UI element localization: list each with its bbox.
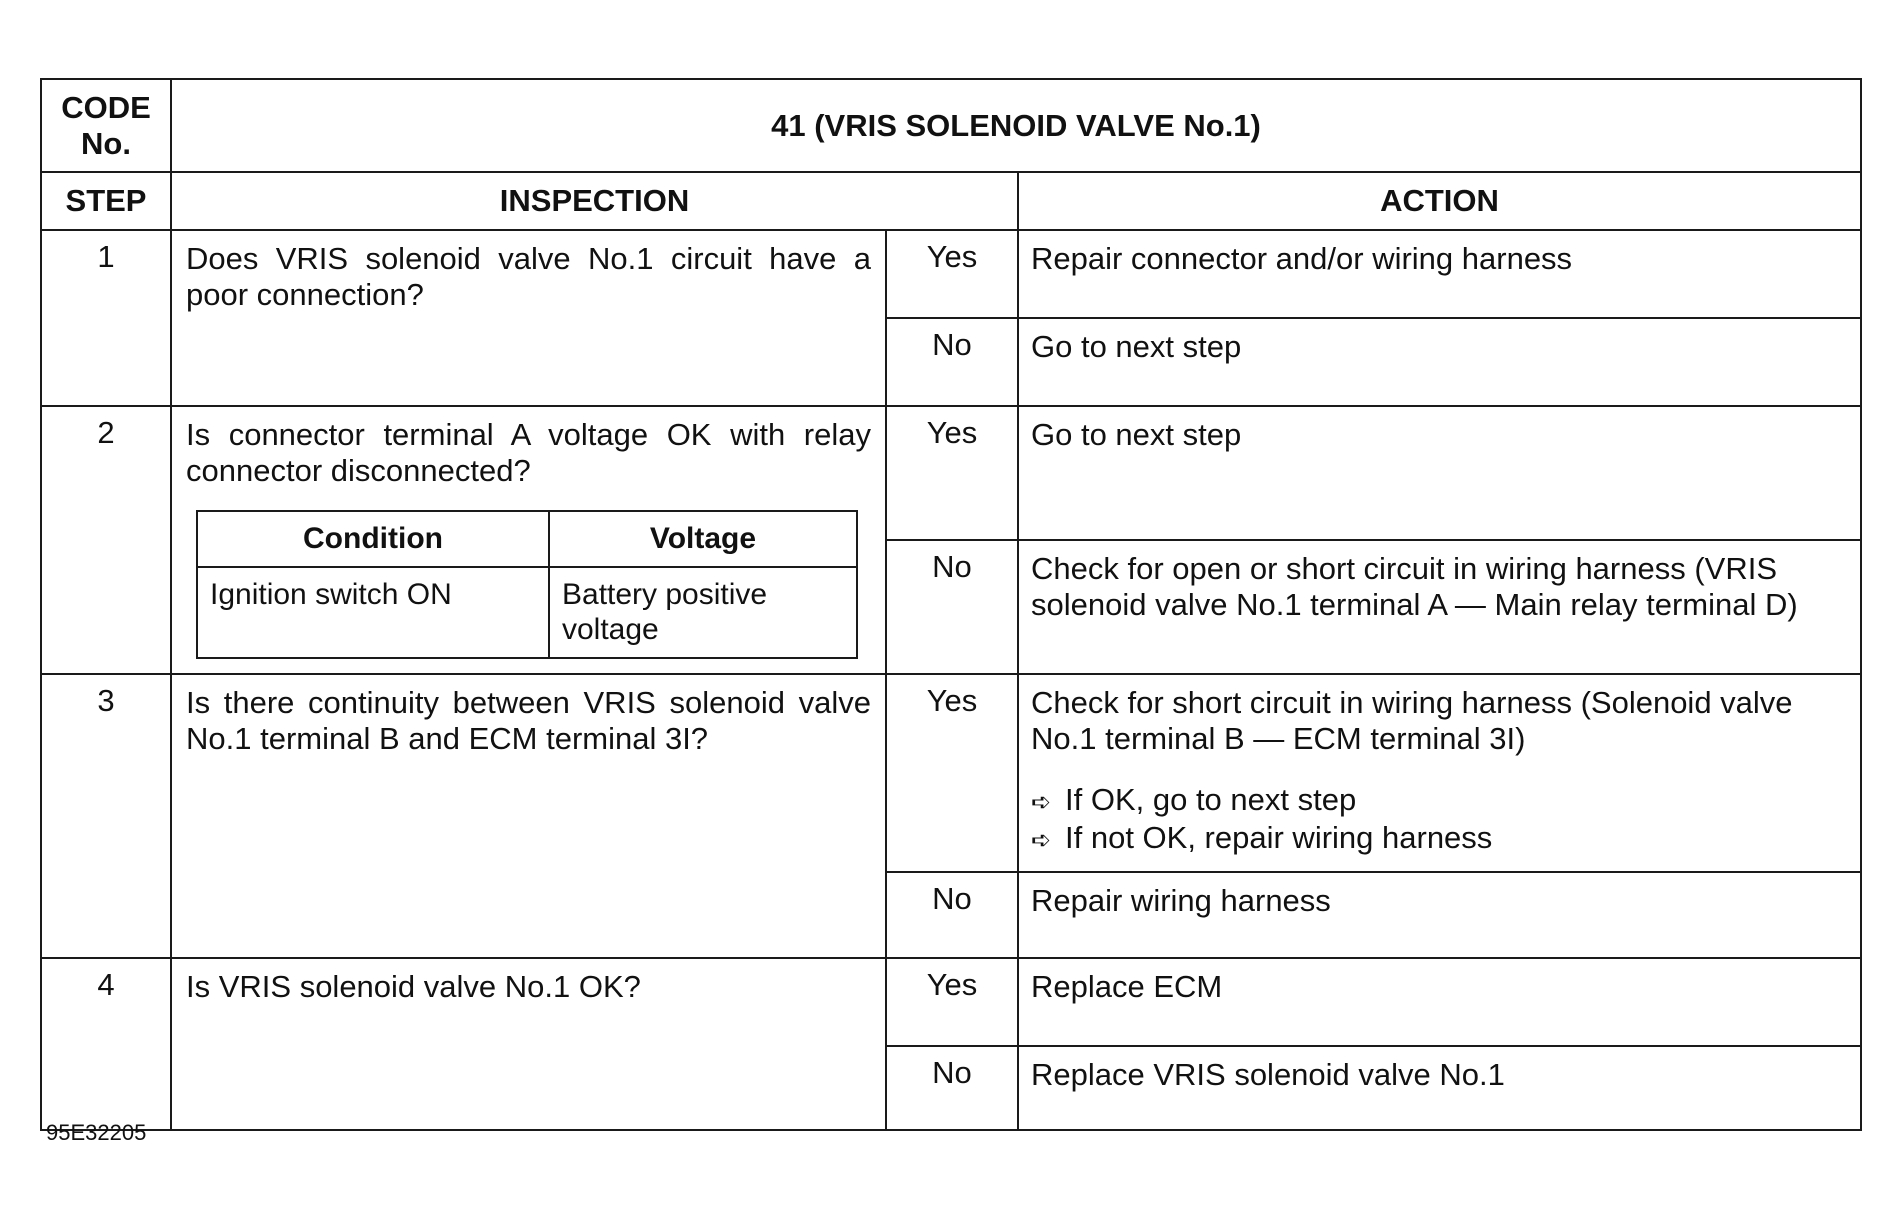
step-1-question: Does VRIS solenoid valve No.1 circuit have a poor connection?: [171, 230, 886, 406]
step-3-yes-row: [41, 674, 1861, 872]
column-header-row: [41, 172, 1861, 230]
step-3-question: Is there continuity between VRIS solenoid valve No.1 terminal B and ECM terminal 3I?: [171, 674, 886, 958]
step-header: STEP: [41, 172, 171, 230]
step-1-no-label: No: [886, 318, 1018, 406]
step-2-yes-label: Yes: [886, 406, 1018, 540]
step-4-no-label: No: [886, 1046, 1018, 1130]
arrow-icon: ➪: [1031, 789, 1052, 817]
step-2-question: Is connector terminal A voltage OK with relay connector disconnected?: [186, 416, 871, 488]
action-header: ACTION: [1018, 172, 1861, 230]
voltage-header: Voltage: [549, 511, 857, 567]
voltage-value: Battery positive voltage: [549, 567, 857, 658]
step-3-yes-label: Yes: [886, 674, 1018, 872]
condition-value: Ignition switch ON: [197, 567, 549, 658]
step-2-no-label: No: [886, 540, 1018, 674]
step-4-number: 4: [41, 958, 171, 1130]
diagnostic-table: [40, 78, 1862, 1131]
step-2-inspection-cell: [171, 406, 886, 674]
step-3-bullet-1: [1031, 782, 1848, 818]
step-1-number: 1: [41, 230, 171, 406]
code-title: 41 (VRIS SOLENOID VALVE No.1): [171, 79, 1861, 172]
step-4-question: Is VRIS solenoid valve No.1 OK?: [171, 958, 886, 1130]
step-3-bullet-2: [1031, 820, 1848, 856]
step-3-no-label: No: [886, 872, 1018, 958]
code-row: [41, 79, 1861, 172]
step-1-no-action: Go to next step: [1018, 318, 1861, 406]
step-2-no-action: Check for open or short circuit in wiring harness (VRIS solenoid valve No.1 terminal A — Main relay terminal D): [1018, 540, 1861, 674]
step-3-bullet-2-text: If not OK, repair wiring harness: [1065, 819, 1493, 855]
step-3-yes-cell: [1018, 674, 1861, 872]
step-2-yes-row: [41, 406, 1861, 540]
step-1-yes-label: Yes: [886, 230, 1018, 318]
step-1-yes-action: Repair connector and/or wiring harness: [1018, 230, 1861, 318]
step-4-yes-row: [41, 958, 1861, 1046]
step-3-no-action: Repair wiring harness: [1018, 872, 1861, 958]
step-1-yes-row: [41, 230, 1861, 318]
step-4-yes-action: Replace ECM: [1018, 958, 1861, 1046]
condition-voltage-table: [196, 510, 858, 659]
step-4-no-action: Replace VRIS solenoid valve No.1: [1018, 1046, 1861, 1130]
figure-code: 95E32205: [46, 1120, 147, 1145]
step-2-yes-action: Go to next step: [1018, 406, 1861, 540]
condition-header: Condition: [197, 511, 549, 567]
step-3-number: 3: [41, 674, 171, 958]
arrow-icon: ➪: [1031, 826, 1052, 854]
code-label: CODE No.: [41, 79, 171, 172]
step-2-number: 2: [41, 406, 171, 674]
inspection-header: INSPECTION: [171, 172, 1018, 230]
step-3-bullet-1-text: If OK, go to next step: [1065, 782, 1357, 818]
step-3-yes-action: Check for short circuit in wiring harness (Solenoid valve No.1 terminal B — ECM terminal 3I): [1031, 684, 1793, 756]
step-4-yes-label: Yes: [886, 958, 1018, 1046]
